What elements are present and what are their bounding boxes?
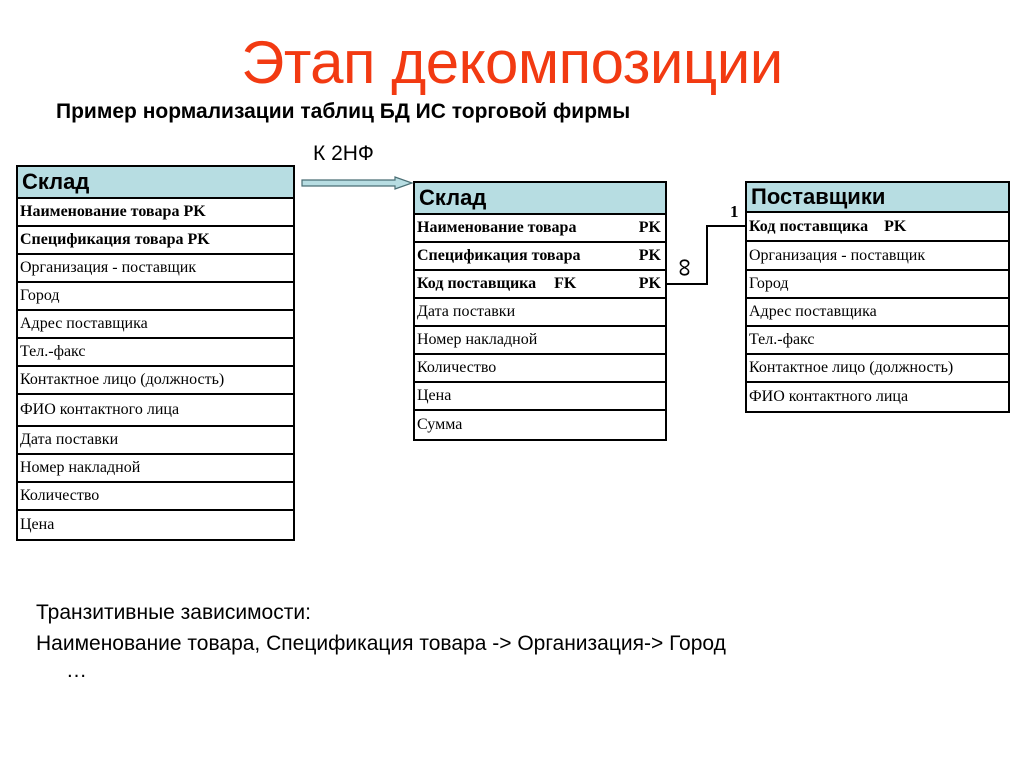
table-row: Тел.-факс <box>747 327 1008 355</box>
cardinality-one-label: 1 <box>730 202 739 221</box>
table-row: Наименование товара PK <box>415 215 665 243</box>
table-row: ФИО контактного лица <box>749 388 909 405</box>
table-row: Номер накладной <box>415 327 665 355</box>
table-row: Количество <box>415 355 665 383</box>
slide-subtitle: Пример нормализации таблиц БД ИС торговой фирмы <box>56 100 631 123</box>
table-source-warehouse <box>16 165 295 541</box>
normalization-step-label: К 2НФ <box>313 142 374 165</box>
table-row: Адрес поставщика <box>747 299 1008 327</box>
table-row: Тел.-факс <box>18 339 293 367</box>
note-heading: Транзитивные зависимости: <box>36 601 311 624</box>
primary-key-badge: PK <box>638 247 661 264</box>
table-row: Наименование товара PK <box>18 199 293 227</box>
table-warehouse-2nf <box>413 181 667 441</box>
table-row: Цена <box>415 383 665 411</box>
table-row: Цена <box>20 516 55 533</box>
table-row: Дата поставки <box>18 427 293 455</box>
table-row: ФИО контактного лица <box>18 395 293 427</box>
primary-key-badge: PK <box>638 219 661 236</box>
table-row: Адрес поставщика <box>18 311 293 339</box>
foreign-key-badge: FK <box>554 275 577 292</box>
table-row: Город <box>747 271 1008 299</box>
table-row: Контактное лицо (должность) <box>747 355 1008 383</box>
primary-key-badge: PK <box>638 275 661 292</box>
transitive-dependencies-note <box>36 597 726 683</box>
table-row: Спецификация товара PK <box>18 227 293 255</box>
primary-key-badge: PK <box>884 217 907 235</box>
table-row: Город <box>18 283 293 311</box>
table-row: Сумма <box>417 416 463 433</box>
cardinality-many-icon: ∞ <box>670 258 701 277</box>
slide-title: Этап декомпозиции <box>241 29 783 96</box>
table-header: Поставщики <box>747 183 1008 213</box>
note-line: Наименование товара, Спецификация товара -> Организация-> Город <box>36 632 726 655</box>
transform-arrow-icon <box>302 177 412 189</box>
table-row: Номер накладной <box>18 455 293 483</box>
table-row: Дата поставки <box>415 299 665 327</box>
table-row: Код поставщика FK PK <box>415 271 665 299</box>
table-row: Количество <box>18 483 293 511</box>
table-row: Организация - поставщик <box>18 255 293 283</box>
table-row: Организация - поставщик <box>747 242 1008 271</box>
note-ellipsis: … <box>66 659 87 682</box>
table-row: Контактное лицо (должность) <box>18 367 293 395</box>
table-suppliers <box>745 181 1010 413</box>
table-header: Склад <box>18 167 293 199</box>
table-header: Склад <box>415 183 665 215</box>
table-row: Код поставщика PK <box>747 213 1008 242</box>
table-row: Спецификация товара PK <box>415 243 665 271</box>
